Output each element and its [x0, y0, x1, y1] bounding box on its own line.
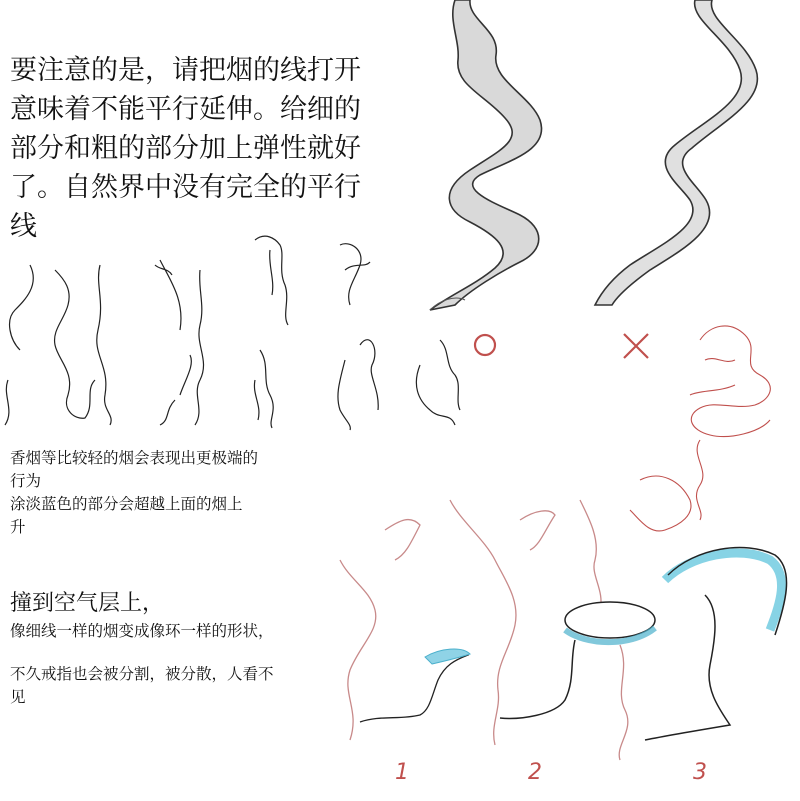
- stage-number-1: 1: [395, 760, 409, 785]
- intro-line: 要注意的是，请把烟的线打开: [10, 55, 361, 86]
- air-layer-line: 不久戒指也会被分割，被分散，人看不: [10, 665, 274, 683]
- air-layer-line: 见: [10, 688, 26, 706]
- intro-text: [10, 51, 450, 246]
- light-smoke-line: 涂淡蓝色的部分会超越上面的烟上: [10, 495, 243, 513]
- smoke-strand-sketches: [5, 236, 460, 430]
- intro-line: 了。自然界中没有完全的平行: [10, 172, 361, 203]
- light-smoke-line: 行为: [10, 472, 42, 490]
- air-layer-heading: 撞到空气层上，: [10, 591, 165, 616]
- stage-2-smoke-ring: [500, 602, 655, 718]
- air-layer-line: [10, 643, 274, 663]
- air-layer-line: 像细线一样的烟变成像环一样的形状，: [10, 622, 274, 640]
- bad-mark: [624, 334, 648, 358]
- intro-line: 线: [10, 211, 37, 242]
- stage-number-2: 2: [528, 760, 542, 785]
- light-smoke-line: 香烟等比较轻的烟会表现出更极端的: [10, 449, 259, 467]
- intro-line: 部分和粗的部分加上弹性就好: [10, 133, 361, 164]
- stage-1-smoke: [360, 649, 470, 722]
- light-smoke-note: [10, 447, 258, 539]
- air-layer-note: [10, 620, 274, 709]
- red-smoke-sketch: [630, 326, 770, 531]
- intro-line: 意味着不能平行延伸。给细的: [10, 94, 361, 125]
- smoke-column-bad: [595, 0, 757, 305]
- stage-number-3: 3: [693, 760, 707, 785]
- good-mark: [475, 335, 495, 355]
- light-smoke-line: 升: [10, 518, 26, 536]
- stage-3-smoke-arc: [645, 548, 787, 740]
